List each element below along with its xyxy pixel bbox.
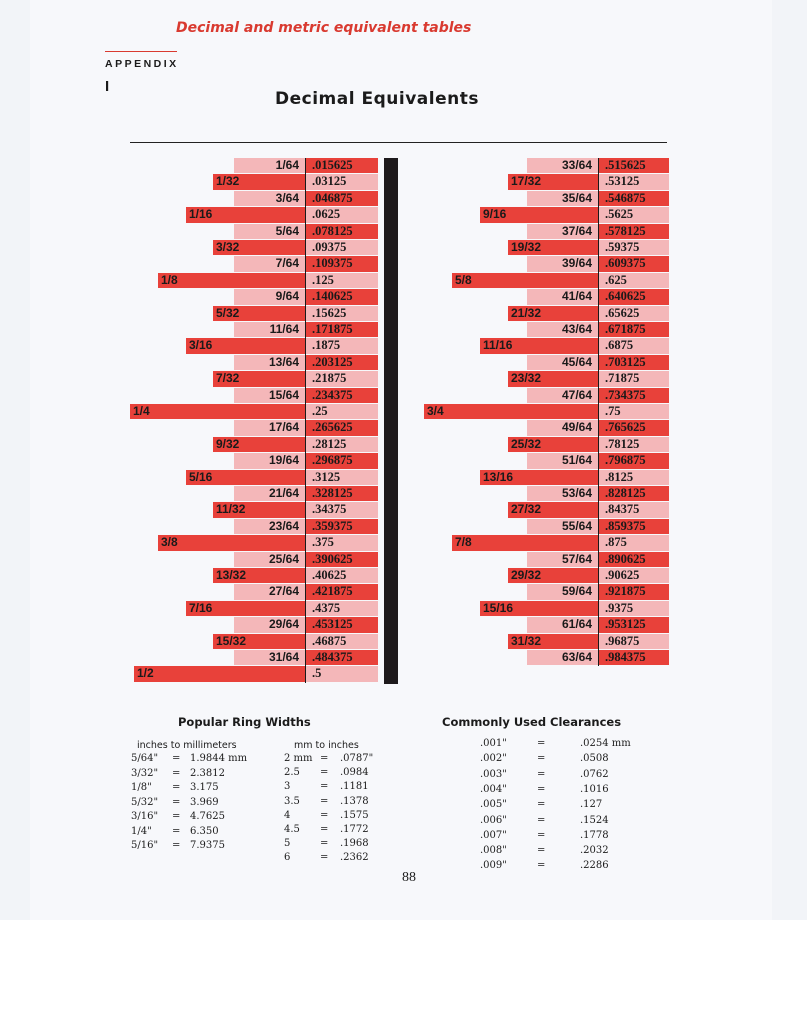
decimal-cell: .171875 — [306, 322, 378, 337]
list-item: .006" — [480, 814, 507, 826]
fraction-cell: 1/64 — [234, 158, 305, 173]
decimal-cell: .6875 — [599, 338, 669, 353]
fraction-cell: 53/64 — [527, 486, 598, 501]
fraction-cell: 23/32 — [508, 371, 598, 386]
list-item: .008" — [480, 845, 507, 857]
decimal-cell: .453125 — [306, 617, 378, 632]
fraction-cell: 37/64 — [527, 224, 598, 239]
decimal-cell: .71875 — [599, 371, 669, 386]
equals-sign: = — [320, 781, 329, 793]
list-item: 2 mm — [284, 753, 313, 764]
decimal-cell: .875 — [599, 535, 669, 550]
list-item: .0254 mm — [580, 738, 631, 749]
decimal-cell: .65625 — [599, 306, 669, 321]
clearances-title: Commonly Used Clearances — [442, 715, 622, 729]
fraction-cell: 3/32 — [213, 240, 305, 255]
fraction-cell: 3/64 — [234, 191, 305, 206]
list-item: .007" — [480, 829, 507, 841]
fraction-cell: 57/64 — [527, 552, 598, 567]
list-item: 4.5 — [284, 824, 300, 835]
equals-sign: = — [537, 799, 546, 811]
decimal-cell: .953125 — [599, 617, 669, 632]
equals-sign: = — [172, 753, 181, 764]
decimal-cell: .890625 — [599, 552, 669, 567]
list-item: .003" — [480, 768, 507, 780]
fraction-cell: 17/32 — [508, 174, 598, 189]
fraction-cell: 3/16 — [186, 338, 305, 353]
fraction-cell: 1/4 — [130, 404, 305, 419]
fraction-cell: 1/2 — [134, 666, 305, 681]
fraction-cell: 27/32 — [508, 502, 598, 517]
decimal-cell: .59375 — [599, 240, 669, 255]
equals-sign: = — [537, 783, 546, 795]
decimal-cell: .671875 — [599, 322, 669, 337]
fraction-cell: 1/16 — [186, 207, 305, 222]
equals-sign: = — [537, 860, 546, 872]
decimal-cell: .390625 — [306, 552, 378, 567]
fraction-cell: 1/32 — [213, 174, 305, 189]
decimal-cell: .21875 — [306, 371, 378, 386]
fraction-cell: 43/64 — [527, 322, 598, 337]
decimal-cell: .3125 — [306, 470, 378, 485]
fraction-cell: 39/64 — [527, 256, 598, 271]
fraction-cell: 21/32 — [508, 306, 598, 321]
decimal-cell: .84375 — [599, 502, 669, 517]
equals-sign: = — [537, 753, 546, 765]
fraction-cell: 19/64 — [234, 453, 305, 468]
fraction-cell: 31/64 — [234, 650, 305, 665]
list-item: 5/16" — [131, 840, 159, 851]
decimal-cell: .359375 — [306, 519, 378, 534]
fraction-cell: 47/64 — [527, 388, 598, 403]
list-item: .1378 — [340, 795, 369, 807]
decimal-cell: .734375 — [599, 388, 669, 403]
decimal-cell: .046875 — [306, 191, 378, 206]
equals-sign: = — [320, 753, 329, 764]
decimal-cell: .9375 — [599, 601, 669, 616]
fraction-cell: 29/32 — [508, 568, 598, 583]
appendix-rule — [105, 51, 177, 52]
equals-sign: = — [320, 838, 329, 850]
equals-sign: = — [320, 824, 329, 835]
decimal-cell: .109375 — [306, 256, 378, 271]
fraction-cell: 41/64 — [527, 289, 598, 304]
list-item: .1968 — [340, 838, 369, 850]
decimal-cell: .078125 — [306, 224, 378, 239]
equals-sign: = — [537, 814, 546, 826]
fraction-cell: 15/16 — [480, 601, 598, 616]
list-item: 3/16" — [131, 811, 159, 822]
fraction-cell: 17/64 — [234, 420, 305, 435]
decimal-cell: .8125 — [599, 470, 669, 485]
fraction-cell: 63/64 — [527, 650, 598, 665]
equals-sign: = — [172, 840, 181, 851]
decimal-cell: .40625 — [306, 568, 378, 583]
list-item: .127 — [580, 799, 603, 811]
decimal-cell: .1875 — [306, 338, 378, 353]
list-item: .0984 — [340, 767, 369, 779]
fraction-cell: 29/64 — [234, 617, 305, 632]
list-item: .0762 — [580, 768, 609, 780]
fraction-cell: 55/64 — [527, 519, 598, 534]
list-item: 1/4" — [131, 825, 152, 837]
decimal-cell: .625 — [599, 273, 669, 288]
decimal-cell: .53125 — [599, 174, 669, 189]
decimal-cell: .578125 — [599, 224, 669, 239]
list-item: .2286 — [580, 860, 609, 872]
list-item: 3.969 — [190, 796, 219, 808]
fraction-cell: 11/32 — [213, 502, 305, 517]
list-item: 2.5 — [284, 767, 300, 779]
equals-sign: = — [537, 738, 546, 749]
fraction-cell: 7/16 — [186, 601, 305, 616]
fraction-cell: 35/64 — [527, 191, 598, 206]
equals-sign: = — [172, 796, 181, 808]
decimal-cell: .25 — [306, 404, 378, 419]
decimal-cell: .28125 — [306, 437, 378, 452]
decimal-cell: .46875 — [306, 634, 378, 649]
page-title: Decimal Equivalents — [275, 89, 479, 109]
list-item: 1.9844 mm — [190, 753, 248, 764]
fraction-cell: 7/32 — [213, 371, 305, 386]
fraction-cell: 59/64 — [527, 584, 598, 599]
list-item: 3.5 — [284, 795, 300, 807]
list-item: 3/32" — [131, 767, 159, 779]
list-item: 6 — [284, 852, 291, 864]
fraction-cell: 9/32 — [213, 437, 305, 452]
list-item: .005" — [480, 799, 507, 811]
decimal-cell: .265625 — [306, 420, 378, 435]
fraction-cell: 7/8 — [452, 535, 598, 550]
fraction-cell: 3/8 — [158, 535, 305, 550]
list-item: .0508 — [580, 753, 609, 765]
fraction-cell: 49/64 — [527, 420, 598, 435]
equals-sign: = — [172, 825, 181, 837]
list-item: .1778 — [580, 829, 609, 841]
decimal-cell: .15625 — [306, 306, 378, 321]
decimal-cell: .34375 — [306, 502, 378, 517]
fraction-cell: 25/64 — [234, 552, 305, 567]
fraction-cell: 5/32 — [213, 306, 305, 321]
center-divider-bar — [384, 158, 398, 684]
fraction-cell: 7/64 — [234, 256, 305, 271]
decimal-cell: .78125 — [599, 437, 669, 452]
fraction-cell: 1/8 — [158, 273, 305, 288]
fraction-cell: 11/64 — [234, 322, 305, 337]
list-item: 7.9375 — [190, 840, 225, 851]
fraction-cell: 25/32 — [508, 437, 598, 452]
fraction-cell: 13/64 — [234, 355, 305, 370]
decimal-cell: .96875 — [599, 634, 669, 649]
mm-to-inches-header: mm to inches — [294, 740, 359, 751]
equals-sign: = — [537, 845, 546, 857]
decimal-cell: .859375 — [599, 519, 669, 534]
list-item: .1772 — [340, 824, 369, 835]
page-number: 88 — [402, 870, 416, 885]
equals-sign: = — [320, 852, 329, 864]
decimal-cell: .375 — [306, 535, 378, 550]
decimal-cell: .4375 — [306, 601, 378, 616]
list-item: 1/8" — [131, 782, 152, 793]
decimal-cell: .234375 — [306, 388, 378, 403]
decimal-cell: .484375 — [306, 650, 378, 665]
list-item: 2.3812 — [190, 767, 225, 779]
fraction-cell: 33/64 — [527, 158, 598, 173]
ring-widths-title: Popular Ring Widths — [178, 715, 311, 729]
list-item: .2362 — [340, 852, 369, 864]
list-item: .009" — [480, 860, 507, 872]
fraction-cell: 5/16 — [186, 470, 305, 485]
list-item: 3 — [284, 781, 291, 793]
equals-sign: = — [172, 782, 181, 793]
fraction-cell: 45/64 — [527, 355, 598, 370]
list-item: .1575 — [340, 809, 369, 821]
decimal-cell: .328125 — [306, 486, 378, 501]
equals-sign: = — [537, 829, 546, 841]
decimal-cell: .09375 — [306, 240, 378, 255]
list-item: .004" — [480, 783, 507, 795]
running-head: Decimal and metric equivalent tables — [176, 20, 472, 36]
fraction-cell: 5/64 — [234, 224, 305, 239]
decimal-cell: .125 — [306, 273, 378, 288]
decimal-cell: .828125 — [599, 486, 669, 501]
title-rule — [130, 142, 667, 143]
list-item: 4.7625 — [190, 811, 225, 822]
decimal-cell: .90625 — [599, 568, 669, 583]
decimal-cell: .5625 — [599, 207, 669, 222]
fraction-cell: 51/64 — [527, 453, 598, 468]
decimal-cell: .515625 — [599, 158, 669, 173]
list-item: .1524 — [580, 814, 609, 826]
list-item: 5 — [284, 838, 291, 850]
equals-sign: = — [320, 767, 329, 779]
equals-sign: = — [320, 795, 329, 807]
list-item: 6.350 — [190, 825, 219, 837]
fraction-cell: 5/8 — [452, 273, 598, 288]
list-item: 3.175 — [190, 782, 219, 793]
fraction-cell: 9/16 — [480, 207, 598, 222]
fraction-cell: 3/4 — [424, 404, 598, 419]
decimal-cell: .609375 — [599, 256, 669, 271]
fraction-cell: 9/64 — [234, 289, 305, 304]
fraction-cell: 11/16 — [480, 338, 598, 353]
fraction-cell: 13/32 — [213, 568, 305, 583]
fraction-cell: 15/32 — [213, 634, 305, 649]
equals-sign: = — [320, 809, 329, 821]
equals-sign: = — [172, 767, 181, 779]
list-item: .0787" — [340, 753, 374, 764]
decimal-cell: .203125 — [306, 355, 378, 370]
decimal-cell: .765625 — [599, 420, 669, 435]
list-item: 5/32" — [131, 796, 159, 808]
decimal-cell: .015625 — [306, 158, 378, 173]
decimal-cell: .421875 — [306, 584, 378, 599]
fraction-cell: 13/16 — [480, 470, 598, 485]
list-item: .2032 — [580, 845, 609, 857]
fraction-cell: 23/64 — [234, 519, 305, 534]
decimal-cell: .03125 — [306, 174, 378, 189]
fraction-cell: 19/32 — [508, 240, 598, 255]
list-item: .1181 — [340, 781, 369, 793]
list-item: 5/64" — [131, 753, 159, 764]
list-item: .001" — [480, 738, 507, 749]
fraction-cell: 31/32 — [508, 634, 598, 649]
appendix-label: APPENDIX — [105, 58, 179, 70]
inches-to-mm-header: inches to millimeters — [137, 740, 237, 751]
fraction-cell: 21/64 — [234, 486, 305, 501]
list-item: 4 — [284, 809, 291, 821]
decimal-cell: .140625 — [306, 289, 378, 304]
decimal-cell: .5 — [306, 666, 378, 681]
decimal-cell: .296875 — [306, 453, 378, 468]
appendix-number: I — [105, 78, 110, 95]
decimal-cell: .546875 — [599, 191, 669, 206]
decimal-cell: .796875 — [599, 453, 669, 468]
equals-sign: = — [537, 768, 546, 780]
decimal-cell: .640625 — [599, 289, 669, 304]
decimal-cell: .984375 — [599, 650, 669, 665]
fraction-cell: 61/64 — [527, 617, 598, 632]
list-item: .002" — [480, 753, 507, 765]
decimal-cell: .921875 — [599, 584, 669, 599]
equals-sign: = — [172, 811, 181, 822]
decimal-cell: .703125 — [599, 355, 669, 370]
fraction-cell: 15/64 — [234, 388, 305, 403]
decimal-cell: .0625 — [306, 207, 378, 222]
decimal-cell: .75 — [599, 404, 669, 419]
list-item: .1016 — [580, 783, 609, 795]
fraction-cell: 27/64 — [234, 584, 305, 599]
